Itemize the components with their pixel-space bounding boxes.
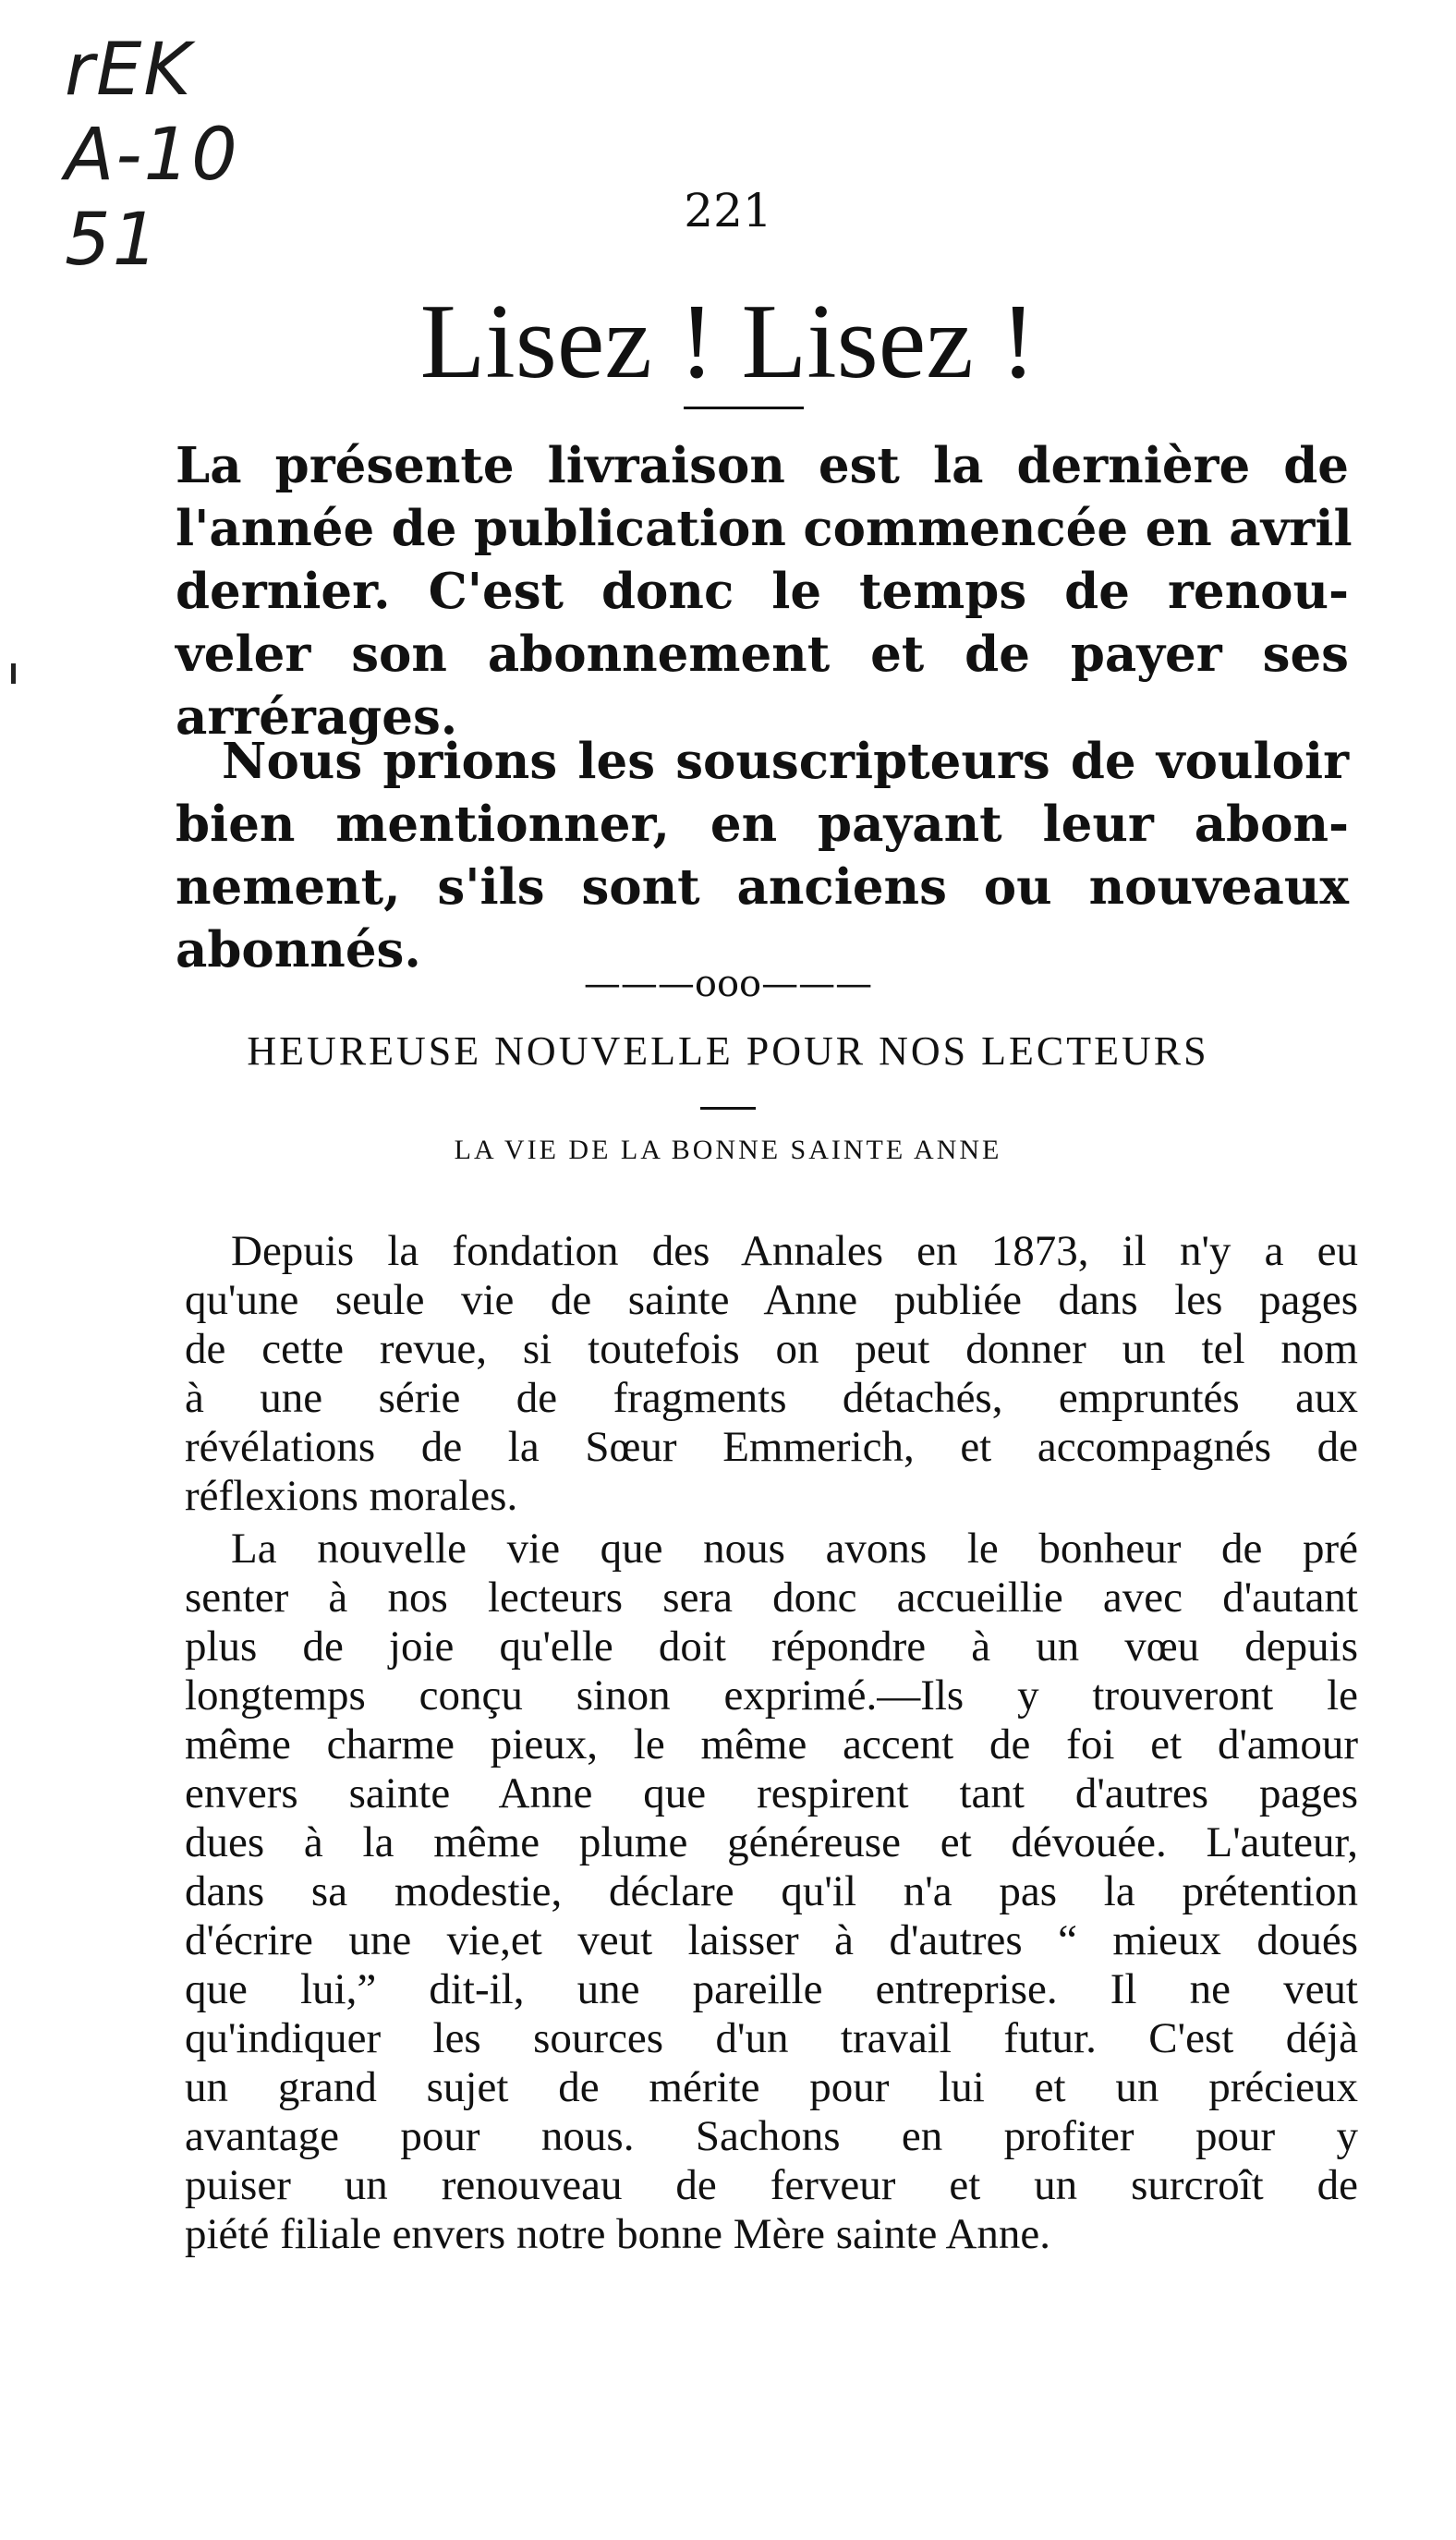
text-line: piété filiale envers notre bonne Mère sainte Anne. [185,2210,1051,2258]
text-line: révélations de la Sœur Emmerich, et accompagnés de [185,1423,1358,1471]
sub-heading: LA VIE DE LA BONNE SAINTE ANNE [454,1135,1002,1165]
text-line: longtemps conçu sinon exprimé.—Ils y trouveront le [185,1671,1358,1720]
text-line: que lui,” dit-il, une pareille entreprise. Il ne veut [185,1965,1358,2013]
text-line: plus de joie qu'elle doit répondre à un vœu depuis [185,1622,1358,1671]
text-line: abonnés. [176,921,421,978]
text-line: Depuis la fondation des Annales en 1873, il n'y a eu [231,1227,1358,1275]
text-line: dernier. C'est donc le temps de renou- [176,563,1349,620]
handwritten-margin-note [65,28,239,283]
text-line: de cette revue, si toutefois on peut donner un tel nom [185,1325,1358,1373]
page-number: 221 [684,184,772,237]
article-paragraph-1 [185,1227,1358,1521]
margin-note-line: 51 [65,199,161,282]
text-line: dans sa modestie, déclare qu'il n'a pas la prétention [185,1867,1358,1915]
text-line: l'année de publication commencée en avril [176,500,1353,557]
text-line: senter à nos lecteurs sera donc accueillie avec d'autant [185,1574,1358,1622]
text-line: dues à la même plume généreuse et dévouée. L'auteur, [185,1818,1358,1866]
margin-note-line: A-10 [65,114,239,197]
text-line: d'écrire une vie,et veut laisser à d'autres “ mieux doués [185,1916,1358,1964]
text-line: Nous prions les souscripteurs de vouloir [222,733,1349,790]
notice-paragraph-2 [176,730,1349,981]
ornament-separator: ———ooo——— [583,963,873,1005]
section-rule [700,1107,756,1110]
text-line: qu'une seule vie de sainte Anne publiée dans les pages [185,1276,1358,1324]
stray-ink-mark [11,663,16,684]
text-line: à une série de fragments détachés, empruntés aux [185,1374,1358,1422]
notice-paragraph-1 [176,434,1353,748]
section-heading: HEUREUSE NOUVELLE POUR NOS LECTEURS [247,1028,1209,1074]
text-line: qu'indiquer les sources d'un travail futur. C'est déjà [185,2014,1358,2062]
text-line: avantage pour nous. Sachons en profiter pour y [185,2112,1358,2160]
text-line: puiser un renouveau de ferveur et un surcroît de [185,2161,1358,2209]
text-line: envers sainte Anne que respirent tant d'autres pages [185,1769,1358,1817]
text-line: bien mentionner, en payant leur abon- [176,796,1349,853]
article-paragraph-2 [185,1525,1358,2259]
text-line: La présente livraison est la dernière de [176,437,1349,494]
page-title: Lisez ! Lisez ! [419,283,1037,401]
text-line: même charme pieux, le même accent de foi et d'amour [185,1720,1358,1768]
text-line: arrérages. [176,688,458,746]
text-line: La nouvelle vie que nous avons le bonheur de pré [231,1525,1358,1573]
margin-note-line: rEK [65,29,193,112]
title-underline [684,407,804,409]
text-line: un grand sujet de mérite pour lui et un précieux [185,2063,1358,2111]
text-line: réflexions morales. [185,1472,518,1520]
text-line: nement, s'ils sont anciens ou nouveaux [176,858,1349,916]
text-line: veler son abonnement et de payer ses [176,626,1349,683]
